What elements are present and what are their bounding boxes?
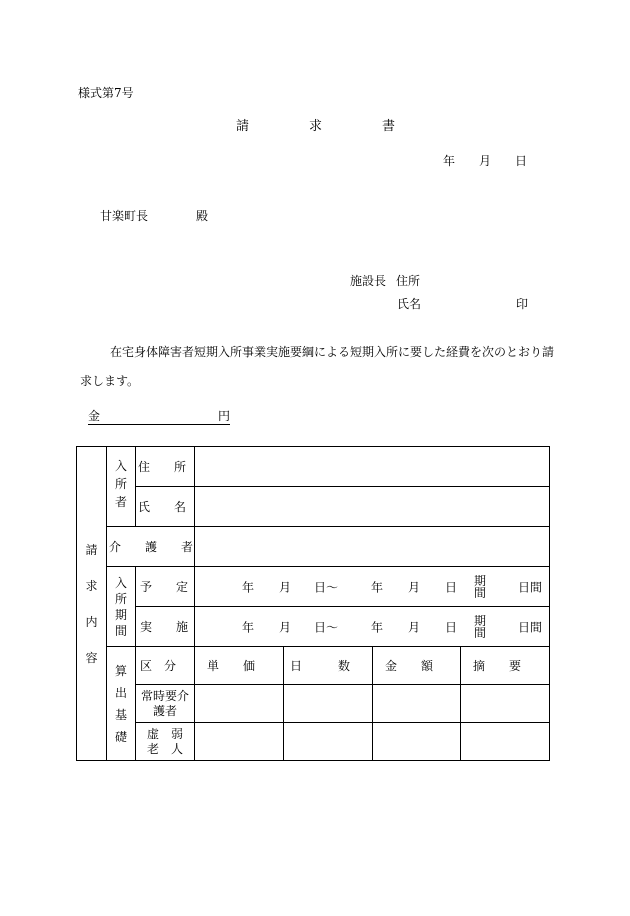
header-days: 日 数 [284,647,373,685]
planned-end-month: 月 [408,580,421,594]
row2-amount[interactable] [373,723,461,761]
caregiver-field[interactable] [195,527,550,567]
header-category: 区 分 [136,647,195,685]
row-frail-elderly-label: 虚 弱 老 人 [136,723,195,761]
actual-start-month: 月 [279,620,292,634]
actual-period-label: 期 間 [474,613,487,640]
body-text: 在宅身体障害者短期入所事業実施要綱による短期入所に要した経費を次のとおり請求します。 [80,345,555,388]
planned-label: 予 定 [136,567,195,607]
addressee-name: 甘楽町長 [100,209,149,223]
actual-start-day: 日〜 [314,620,339,634]
planned-period-label: 期 間 [474,573,487,600]
row2-days[interactable] [284,723,373,761]
planned-start-year: 年 [242,580,255,594]
year-label: 年 [443,154,456,168]
caregiver-label: 介 護 者 [107,527,195,567]
header-unit-price: 単 価 [195,647,284,685]
section-request-contents: 請 求 内 容 [77,447,107,761]
resident-label: 入 所 者 [107,447,136,527]
planned-end-day: 日 [445,580,458,594]
title-char-2: 求 [309,119,323,134]
day-label: 日 [515,154,528,168]
planned-end-year: 年 [371,580,384,594]
stay-period-label: 入 所 期 間 [107,567,136,647]
row-constant-care-label: 常時要介 護者 [136,685,195,723]
name-field[interactable] [195,487,550,527]
date-line [443,155,527,167]
title-char-3: 書 [382,119,396,134]
address-field[interactable] [195,447,550,487]
calc-basis-label: 算 出 基 礎 [107,647,136,761]
form-number: 様式第7号 [78,86,134,100]
planned-start-month: 月 [279,580,292,594]
actual-days-unit: 日間 [518,620,543,634]
row1-remarks[interactable] [461,685,550,723]
addressee [100,210,208,222]
title-char-1: 請 [236,119,250,134]
row1-unit-price[interactable] [195,685,284,723]
planned-start-day: 日〜 [314,580,339,594]
seal-mark: 印 [516,297,529,311]
sender-role: 施設長 [350,274,387,288]
actual-start-year: 年 [242,620,255,634]
amount-line [88,410,230,425]
row1-amount[interactable] [373,685,461,723]
document-title [236,120,395,133]
row1-days[interactable] [284,685,373,723]
name-label: 氏 名 [136,487,195,527]
planned-period-field[interactable] [195,567,550,607]
sender-name-label: 氏名 [397,297,422,311]
month-label: 月 [479,154,492,168]
sender-address-label: 住所 [396,274,421,288]
request-table [76,446,550,761]
amount-prefix: 金 [88,409,101,423]
header-amount: 金 額 [373,647,461,685]
actual-end-day: 日 [445,620,458,634]
addressee-honorific: 殿 [196,209,209,223]
header-remarks: 摘 要 [461,647,550,685]
actual-end-year: 年 [371,620,384,634]
actual-period-field[interactable] [195,607,550,647]
address-label: 住 所 [136,447,195,487]
actual-end-month: 月 [408,620,421,634]
actual-label: 実 施 [136,607,195,647]
planned-days-unit: 日間 [518,580,543,594]
sender-line-1 [350,275,420,287]
row2-unit-price[interactable] [195,723,284,761]
row2-remarks[interactable] [461,723,550,761]
amount-unit: 円 [218,409,231,423]
